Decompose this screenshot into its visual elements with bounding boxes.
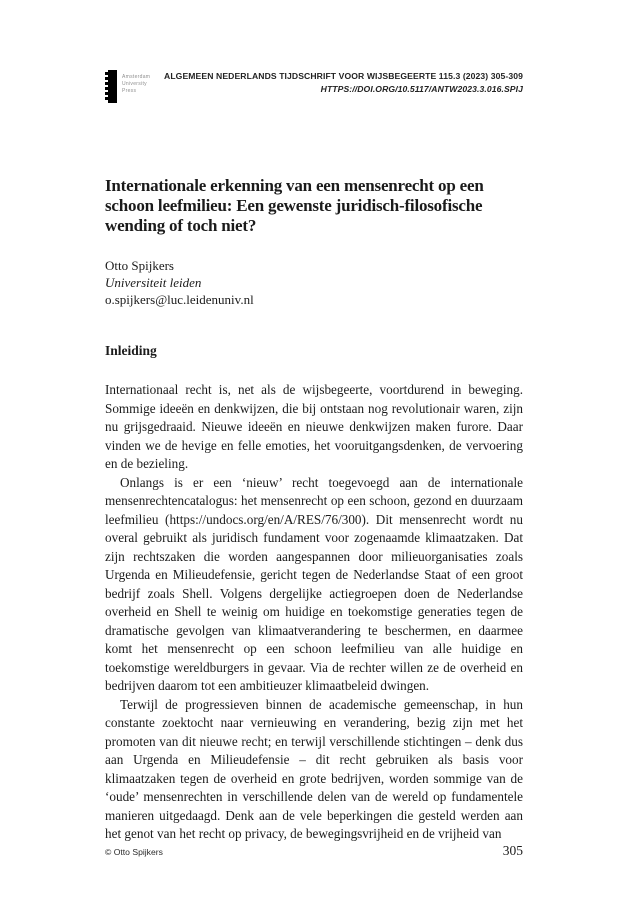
section-heading: Inleiding <box>105 343 157 358</box>
paragraph <box>105 474 523 696</box>
author-affiliation: Universiteit leiden <box>105 275 202 290</box>
journal-info <box>164 70 523 95</box>
paragraph-text: Onlangs is er een ‘nieuw’ recht toegevoegd aan de internationale mensenrechtencatalogus: het mensenrecht op een schoon, gezond en duurzaam leefmilieu ( <box>105 474 523 527</box>
copyright-notice: © Otto Spijkers <box>105 847 163 857</box>
page-header <box>105 70 523 108</box>
publisher-name-line: Press <box>122 88 137 94</box>
article-title: Internationale erkenning van een mensenrecht op een schoon leefmilieu: Een gewenste juridisch-filosofische wending of toch niet? <box>105 176 484 235</box>
author-block <box>105 257 523 308</box>
publisher-name <box>122 70 150 95</box>
doi-link[interactable]: HTTPS://DOI.ORG/10.5117/ANTW2023.3.016.SPIJ <box>320 83 523 94</box>
paragraph: Internationaal recht is, net als de wijsbegeerte, voortdurend in beweging. Sommige ideeën en denkwijzen, die bij ontstaan nog revolutionair waren, zijn nu grijsgedraaid. Nieuwe ideeën en nieuwe denkwijzen maken furore. Daar vinden we de hevige en felle emoties, het vooruitgangsdenken, de vervoering en de bezieling. <box>105 382 523 471</box>
publisher-name-line: Amsterdam <box>122 74 151 80</box>
article <box>105 176 523 844</box>
article-body <box>105 381 523 844</box>
publisher-logo <box>105 70 150 108</box>
journal-citation: ALGEMEEN NEDERLANDS TIJDSCHRIFT VOOR WIJSBEGEERTE 115.3 (2023) 305-309 <box>164 71 523 81</box>
publisher-name-line: University <box>122 81 147 87</box>
paragraph: Terwijl de progressieven binnen de academische gemeenschap, in hun constante zoektocht naar vernieuwing en verandering, bezig zijn met het promoten van dit nieuwe recht; en terwijl verschillende stichtingen – denk dus aan Urgenda en Milieudefensie – dit recht gebruiken als basis voor klimaatzaken tegen de overheid en grote bedrijven, worden sommige van de ‘oude’ mensenrechten in verschillende delen van de wereld op fundamentele manieren uitgedaagd. Denk aan de vele beperkingen die gesteld werden aan het genot van het recht op privacy, de bewegingsvrijheid en de vrijheid van <box>105 696 523 841</box>
aup-book-spine-icon <box>105 70 117 108</box>
page-footer <box>105 843 523 859</box>
paragraph-text: ). Dit mensenrecht wordt nu overal gebruikt als juridisch fundament voor zogenaamde klimaatzaken. Dat zijn rechtszaken die worden aangespannen door milieuorganisaties zoals Urgenda en Milieudefensie, gericht tegen de Nederlandse Staat of een groot bedrijf zoals Shell. Volgens dergelijke actiegroepen doen de Nederlandse overheid en Shell te weinig om huidige en toekomstige generaties tegen de dramatische gevolgen van klimaatverandering te beschermen, en daarmee komt het mensenrecht op een schoon leefmilieu van alle huidige en toekomstige wereldburgers in gevaar. Via de rechter willen ze de overheid en bedrijven daarom tot een ambitieuzer klimaatbeleid dwingen. <box>105 511 523 693</box>
author-email[interactable]: o.spijkers@luc.leidenuniv.nl <box>105 292 254 307</box>
page-number: 305 <box>502 843 523 858</box>
author-name: Otto Spijkers <box>105 258 174 273</box>
undocs-url-link[interactable]: https://undocs.org/en/A/RES/76/300 <box>169 511 362 527</box>
